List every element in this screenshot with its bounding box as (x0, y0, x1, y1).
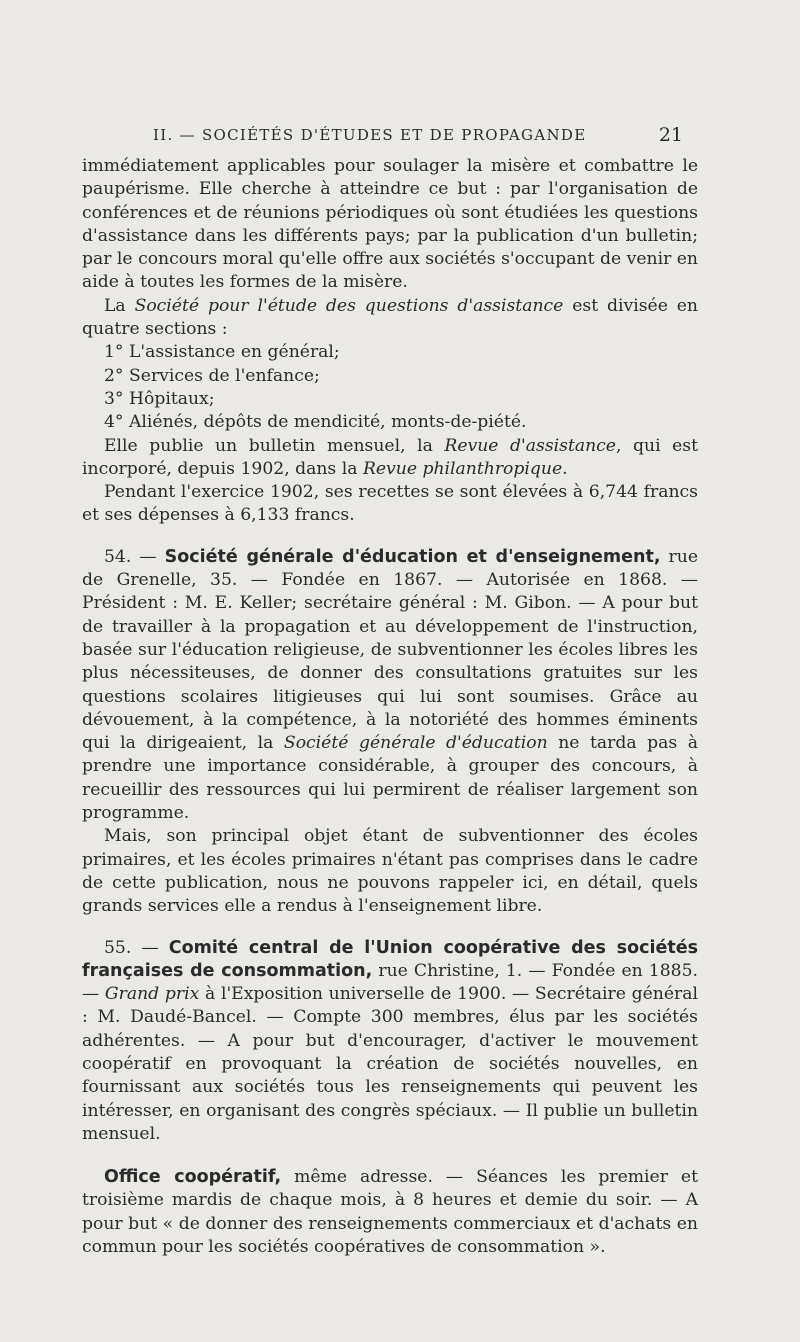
header-title: II. — SOCIÉTÉS D'ÉTUDES ET DE PROPAGANDE (153, 126, 587, 144)
section-55: 55. — Comité central de l'Union coopérative des sociétés françaises de consommation, rue Christine, 1. — Fondée en 1885. — Grand prix à l'Exposition universelle de 1900. — Secrétaire général : M. Daudé-Bancel. — Compte 300 membres, élus par les sociétés adhérentes. — A pour but d'encourager, d'activer le mouvement coopératif en provoquant la création de sociétés nouvelles, en fournissant aux sociétés tous les renseignements qui peuvent les intéresser, en organisant des congrès spéciaux. — Il publie un bulletin mensuel. (82, 937, 699, 1144)
section-54: 54. — Société générale d'éducation et d'enseignement, rue de Grenelle, 35. — Fondée en 1867. — Autorisée en 1868. — Président : M. E. Keller; secrétaire général : M. Gibon. — A pour but de travailler à la propagation et au développement de l'instruction, basée sur l'éducation religieuse, de subventionner les écoles libres les plus nécessiteuses, de donner des consultations gratuites sur les questions scolaires litigieuses qui lui sont soumises. Grâce au dévouement, à la compétence, à la notoriété des hommes éminents qui la dirigeaient, la Société générale d'éducation ne tarda pas à prendre une importance considérable, à grouper des concours, à recueillir des ressources qui lui permirent de réaliser largement son programme. (82, 546, 699, 824)
paragraph-bulletin: Elle publie un bulletin mensuel, la Revue d'assistance, qui est incorporé, depuis 1902, dans la Revue philanthropique. (82, 435, 699, 479)
section-number: 55. — (104, 937, 169, 958)
society-name: Société pour l'étude des questions d'assistance (134, 295, 564, 316)
journal-title: Revue philanthropique (362, 458, 563, 479)
list-item: 1° L'assistance en général; (104, 342, 340, 363)
paragraph-sections: La Société pour l'étude des questions d'assistance est divisée en quatre sections : (82, 295, 698, 340)
page-body (82, 155, 698, 1259)
office-cooperatif: Office coopératif, même adresse. — Séances les premier et troisième mardis de chaque mois, à 8 heures et demie du soir. — A pour but « de donner des renseignements commerciaux et d'achats en commun pour les sociétés coopératives de consommation ». (82, 1167, 698, 1258)
section-number: 54. — (104, 546, 165, 567)
journal-title: Revue d'assistance (444, 435, 616, 456)
office-title: Office coopératif, (104, 1167, 282, 1188)
page-number: 21 (658, 124, 683, 146)
list-item: 2° Services de l'enfance; (104, 365, 320, 386)
running-header (153, 126, 683, 148)
section-title: Société générale d'éducation et d'enseignement, (164, 546, 661, 567)
section-title: Comité central de l'Union coopérative des sociétés françaises de consommation, (82, 937, 698, 981)
list-item: 4° Aliénés, dépôts de mendicité, monts-de-piété. (104, 412, 527, 433)
list-item: 3° Hôpitaux; (104, 388, 215, 409)
paragraph-54-continued: Mais, son principal objet étant de subventionner des écoles primaires, et les écoles primaires n'étant pas comprises dans le cadre de cette publication, nous ne pouvons rappeler ici, en détail, quels grands services elle a rendus à l'enseignement libre. (82, 826, 698, 917)
paragraph-assistance-intro: immédiatement applicables pour soulager la misère et combattre le paupérisme. Elle cherche à atteindre ce but : par l'organisation de conférences et de réunions périodiques où sont étudiées les questions d'assistance dans les différents pays; par la publication d'un bulletin; par le concours moral qu'elle offre aux sociétés s'occupant de venir en aide à toutes les formes de la misère. (82, 156, 698, 293)
paragraph-finances: Pendant l'exercice 1902, ses recettes se sont élevées à 6,744 francs et ses dépenses à 6,133 francs. (82, 482, 698, 526)
